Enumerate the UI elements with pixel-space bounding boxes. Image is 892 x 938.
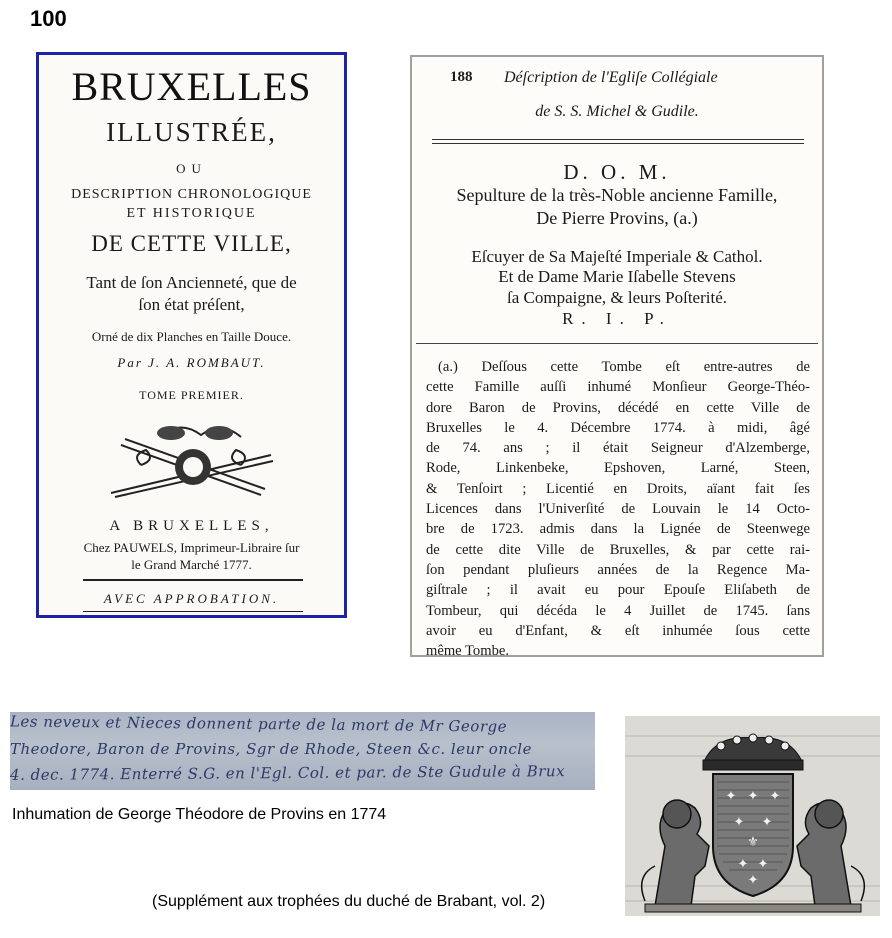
footnote-line: Rode, Linkenbeke, Epshoven, Larné, Steen, — [426, 460, 810, 477]
book-ornaments: Orné de dix Planches en Taille Douce. — [91, 329, 292, 344]
footnote-line: avoir eu d'Enfant, & eſt inhumée ſous cette — [426, 622, 810, 639]
manuscript-line: Theodore, Baron de Provins, Sgr de Rhode, Steen &c. leur oncle — [10, 740, 532, 758]
manuscript-line: Les neveux et Nieces donnent parte de la mort de Mr George — [10, 712, 508, 736]
manuscript-image — [10, 712, 595, 790]
svg-text:✦: ✦ — [769, 789, 781, 804]
coat-of-arms-icon — [625, 716, 880, 916]
footnote-line: bre de 1723. admis dans la Lignée de Steenwege — [426, 521, 810, 538]
divider — [83, 579, 303, 581]
inscription-sepulture-2: De Pierre Provins, (a.) — [536, 208, 698, 228]
footnote-line: cette Famille auſſi inhumé Monſieur George-Théo- — [426, 379, 810, 396]
footnote-line: Tombeur, qui décéda le 4 Juillet de 1745. ſans — [426, 602, 810, 619]
footnote-line: de cette dite Ville de Bruxelles, & par cette rai- — [426, 541, 810, 558]
divider — [432, 139, 804, 140]
book-ancientness-2: ſon état préſent, — [138, 295, 245, 314]
page-number: 100 — [30, 6, 67, 31]
book-volume: TOME PREMIER. — [139, 388, 244, 402]
book-page-image — [410, 55, 824, 660]
caption: Inhumation de George Théodore de Provins en 1774 — [12, 806, 387, 823]
footnote-text — [426, 357, 810, 661]
book-description-1: DESCRIPTION CHRONOLOGIQUE — [71, 187, 312, 202]
footnote-line: dore Baron de Provins, décédé en cette Ville de — [426, 399, 810, 416]
footnote-line: même Tombe. — [426, 643, 510, 660]
svg-text:✦: ✦ — [761, 815, 773, 830]
inscription-escuyer-1: Eſcuyer de Sa Majeſté Imperiale & Cathol. — [471, 247, 763, 266]
coat-of-arms-image — [625, 716, 880, 916]
inscription-sepulture-1: Sepulture de la très-Noble ancienne Famille, — [456, 185, 778, 205]
book-author: Par J. A. ROMBAUT. — [117, 355, 266, 370]
footnote-line: Bruxelles le 4. Décembre 1774. à midi, âgé — [426, 419, 810, 436]
manuscript-line: 4. dec. 1774. Enterré S.G. en l'Egl. Col. et par. de Ste Gudule à Brux — [10, 762, 566, 784]
book-publisher-2: le Grand Marché 1777. — [131, 557, 252, 572]
book-approbation: AVEC APPROBATION. — [103, 591, 280, 606]
book-subtitle: ILLUSTRÉE, — [106, 117, 277, 147]
divider — [416, 343, 818, 344]
footnote-line: de 74. ans ; il était Seigneur d'Alzemberge, — [426, 440, 810, 457]
book-page-header-2: de S. S. Michel & Gudile. — [535, 103, 699, 120]
book-page-number: 188 — [450, 69, 473, 85]
source-citation: (Supplément aux trophées du duché de Brabant, vol. 2) — [152, 893, 546, 910]
inscription-escuyer-3: ſa Compaigne, & leurs Poſterité. — [506, 288, 727, 307]
book-title: BRUXELLES — [71, 64, 312, 109]
inscription-rip: R. I. P. — [562, 309, 672, 328]
book-ancientness-1: Tant de ſon Ancienneté, que de — [86, 273, 297, 292]
svg-text:✦: ✦ — [725, 789, 737, 804]
inscription-dom: D. O. M. — [563, 160, 671, 184]
ornament-vignette-icon — [101, 415, 281, 505]
book-publisher-1: Chez PAUWELS, Imprimeur-Libraire ſur — [83, 540, 300, 555]
svg-text:✦: ✦ — [747, 873, 759, 888]
book-or: OU — [176, 161, 207, 176]
title-page-image — [36, 52, 347, 618]
svg-text:✦: ✦ — [757, 857, 769, 872]
svg-text:⚜: ⚜ — [747, 835, 759, 850]
divider — [432, 143, 804, 144]
book-page-header-1: Déſcription de l'Egliſe Collégiale — [504, 69, 718, 86]
footnote-line: Licences dans l'Univerſité de Louvain le 14 Octo- — [426, 501, 810, 518]
footnote-line: ſon pendant pluſieurs années de la Regence Ma- — [426, 561, 810, 578]
svg-text:✦: ✦ — [737, 857, 749, 872]
divider — [83, 611, 303, 612]
book-city: A BRUXELLES, — [109, 518, 274, 534]
footnote-line: (a.) Deſſous cette Tombe eſt entre-autres de — [438, 359, 810, 375]
book-description-2: ET HISTORIQUE — [126, 206, 257, 221]
footnote-line: & Tenſoirt ; Licentié en Droits, aïant fait ſes — [426, 480, 810, 497]
footnote-line: giſtrale ; il avait eu pour Epouſe Eliſabeth de — [426, 582, 810, 599]
book-description-3: DE CETTE VILLE, — [91, 231, 292, 256]
svg-text:✦: ✦ — [733, 815, 745, 830]
svg-text:✦: ✦ — [747, 789, 759, 804]
inscription-escuyer-2: Et de Dame Marie Iſabelle Stevens — [498, 267, 736, 286]
